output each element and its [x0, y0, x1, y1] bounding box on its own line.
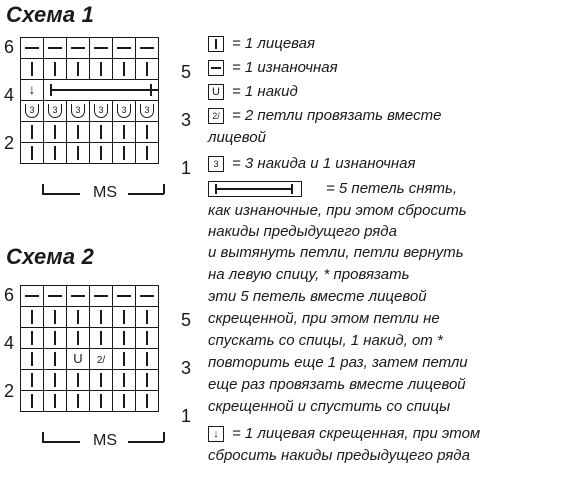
knit-cell [67, 370, 90, 391]
knit-symbol-icon [208, 36, 224, 52]
scheme-1-row-label-6: 6 [4, 37, 15, 57]
legend-k2tog: = 2 петли провязать вместе [232, 107, 442, 124]
knit-cell [136, 122, 159, 143]
k2tog-symbol-icon: 2/ [208, 108, 224, 124]
yo-symbol-icon: U [208, 84, 224, 100]
knit-cell [90, 143, 113, 164]
legend-slip5-line: как изнаночные, при этом сбросить [208, 202, 467, 219]
yo-cell: U [67, 349, 90, 370]
legend-slip5-line: скрещенной и спустить со спицы [208, 398, 451, 415]
purl-cell [21, 286, 44, 307]
legend-slip5-line: и вытянуть петли, петли вернуть [208, 244, 464, 261]
knit-cell [21, 59, 44, 80]
scheme-2-row-label-2: 2 [4, 381, 15, 401]
knit-cell [21, 349, 44, 370]
purl-cell [44, 286, 67, 307]
chart-row-3 [21, 349, 159, 370]
slip5-cell [44, 80, 67, 101]
legend-slip5-line: спускать со спицы, 1 накид, от * [208, 332, 443, 349]
knit-cell [136, 391, 159, 412]
knit-cell [21, 328, 44, 349]
scheme-1-row-label-4: 4 [4, 85, 15, 105]
chart-row-5 [21, 59, 159, 80]
knit-cell [90, 122, 113, 143]
knit-cell [113, 122, 136, 143]
ms-bracket-line [42, 193, 80, 195]
purl-cell [113, 38, 136, 59]
chart-row-4 [21, 80, 159, 101]
yo3-cell: 3 [90, 101, 113, 122]
legend-ktbl-line: = 1 лицевая скрещенная, при этом [232, 425, 481, 442]
chart-row-5 [21, 307, 159, 328]
knit-cell [136, 370, 159, 391]
knit-cell [113, 391, 136, 412]
legend-slip5-line: накиды предыдущего ряда [208, 223, 397, 240]
knit-cell [113, 307, 136, 328]
knit-cell [113, 328, 136, 349]
chart-row-4 [21, 328, 159, 349]
legend-slip5-line: = 5 петель снять, [326, 180, 458, 197]
scheme-1-row-label-3: 3 [181, 110, 192, 130]
knit-cell [136, 307, 159, 328]
legend-k2tog-cont: лицевой [208, 129, 266, 146]
ms-bracket-right [163, 432, 165, 442]
knit-cell [136, 59, 159, 80]
knit-cell [90, 59, 113, 80]
knit-cell [90, 307, 113, 328]
scheme-2-title: Схема 2 [6, 244, 95, 269]
knit-cell [67, 328, 90, 349]
knit-cell [44, 122, 67, 143]
yo3-cell: 3 [113, 101, 136, 122]
legend-slip5-line: на левую спицу, * провязать [208, 266, 410, 283]
knit-cell [21, 307, 44, 328]
knit-cell [113, 370, 136, 391]
knit-cell [44, 307, 67, 328]
legend-purl: = 1 изнаночная [232, 59, 338, 76]
purl-cell [44, 38, 67, 59]
arrow-down-icon: ↓ [28, 81, 36, 97]
slip5-cell [113, 80, 136, 101]
slip5-symbol-icon [208, 181, 302, 197]
yo3-cell: 3 [21, 101, 44, 122]
legend-yo: = 1 накид [232, 83, 298, 100]
knit-cell [67, 122, 90, 143]
scheme-2-row-label-1: 1 [181, 406, 192, 426]
yo3-cell: 3 [67, 101, 90, 122]
slip5-cell [136, 80, 159, 101]
knit-cell [113, 143, 136, 164]
knit-cell [44, 328, 67, 349]
knit-cell [67, 59, 90, 80]
yo3-cell: 3 [44, 101, 67, 122]
ktbl-symbol-icon [208, 426, 224, 442]
knit-cell [90, 391, 113, 412]
scheme-2-row-label-4: 4 [4, 333, 15, 353]
knit-cell [44, 59, 67, 80]
chart-row-1 [21, 391, 159, 412]
knit-cell [21, 370, 44, 391]
scheme-1-row-label-1: 1 [181, 158, 192, 178]
knit-cell [67, 307, 90, 328]
knit-cell [113, 59, 136, 80]
knit-cell [90, 328, 113, 349]
k2tog-cell: 2/ [90, 349, 113, 370]
purl-cell [67, 286, 90, 307]
scheme-2-chart [20, 285, 159, 412]
knit-cell [136, 349, 159, 370]
purl-cell [90, 286, 113, 307]
legend-ktbl-line: сбросить накиды предыдущего ряда [208, 447, 470, 464]
chart-row-2 [21, 370, 159, 391]
knit-cell [90, 370, 113, 391]
ktbl-cell [21, 80, 44, 101]
legend-slip5-line: еще раз провязать вместе лицевой [208, 376, 466, 393]
purl-symbol-icon [208, 60, 224, 76]
knit-cell [44, 143, 67, 164]
knit-cell [21, 391, 44, 412]
purl-cell [90, 38, 113, 59]
ms-bracket-line [128, 441, 164, 443]
chart-row-6 [21, 38, 159, 59]
scheme-1-row-label-2: 2 [4, 133, 15, 153]
ms-bracket-line [128, 193, 164, 195]
knit-cell [113, 349, 136, 370]
knit-cell [44, 349, 67, 370]
legend-yo3: = 3 накида и 1 изнаночная [232, 155, 416, 172]
scheme-2-row-label-6: 6 [4, 285, 15, 305]
scheme-2-row-label-3: 3 [181, 358, 192, 378]
purl-cell [136, 38, 159, 59]
legend-slip5-line: эти 5 петель вместе лицевой [208, 288, 427, 305]
slip5-cell [67, 80, 90, 101]
slip5-cell [90, 80, 113, 101]
legend-knit: = 1 лицевая [232, 35, 316, 52]
knit-cell [44, 391, 67, 412]
scheme-2-row-label-5: 5 [181, 310, 192, 330]
purl-cell [21, 38, 44, 59]
legend-slip5-line: повторить еще 1 раз, затем петли [208, 354, 468, 371]
scheme-1-title: Схема 1 [6, 2, 95, 27]
knit-cell [136, 143, 159, 164]
chart-row-3 [21, 101, 159, 122]
arrow-down-icon: ↓ [213, 428, 219, 440]
yo3-symbol-icon: 3 [208, 156, 224, 172]
yo3-cell: 3 [136, 101, 159, 122]
purl-cell [136, 286, 159, 307]
knit-cell [21, 122, 44, 143]
scheme-1-chart [20, 37, 159, 164]
purl-cell [67, 38, 90, 59]
chart-row-2 [21, 122, 159, 143]
knit-cell [21, 143, 44, 164]
ms-bracket-line [42, 441, 80, 443]
knit-cell [67, 391, 90, 412]
knit-cell [44, 370, 67, 391]
knit-cell [67, 143, 90, 164]
ms-bracket-right [163, 184, 165, 194]
legend-slip5-line: скрещенной, при этом петли не [208, 310, 440, 327]
scheme-1-repeat-label: MS [93, 184, 117, 201]
scheme-1-row-label-5: 5 [181, 62, 192, 82]
scheme-2-repeat-label: MS [93, 432, 117, 449]
knit-cell [136, 328, 159, 349]
purl-cell [113, 286, 136, 307]
chart-row-1 [21, 143, 159, 164]
chart-row-6 [21, 286, 159, 307]
